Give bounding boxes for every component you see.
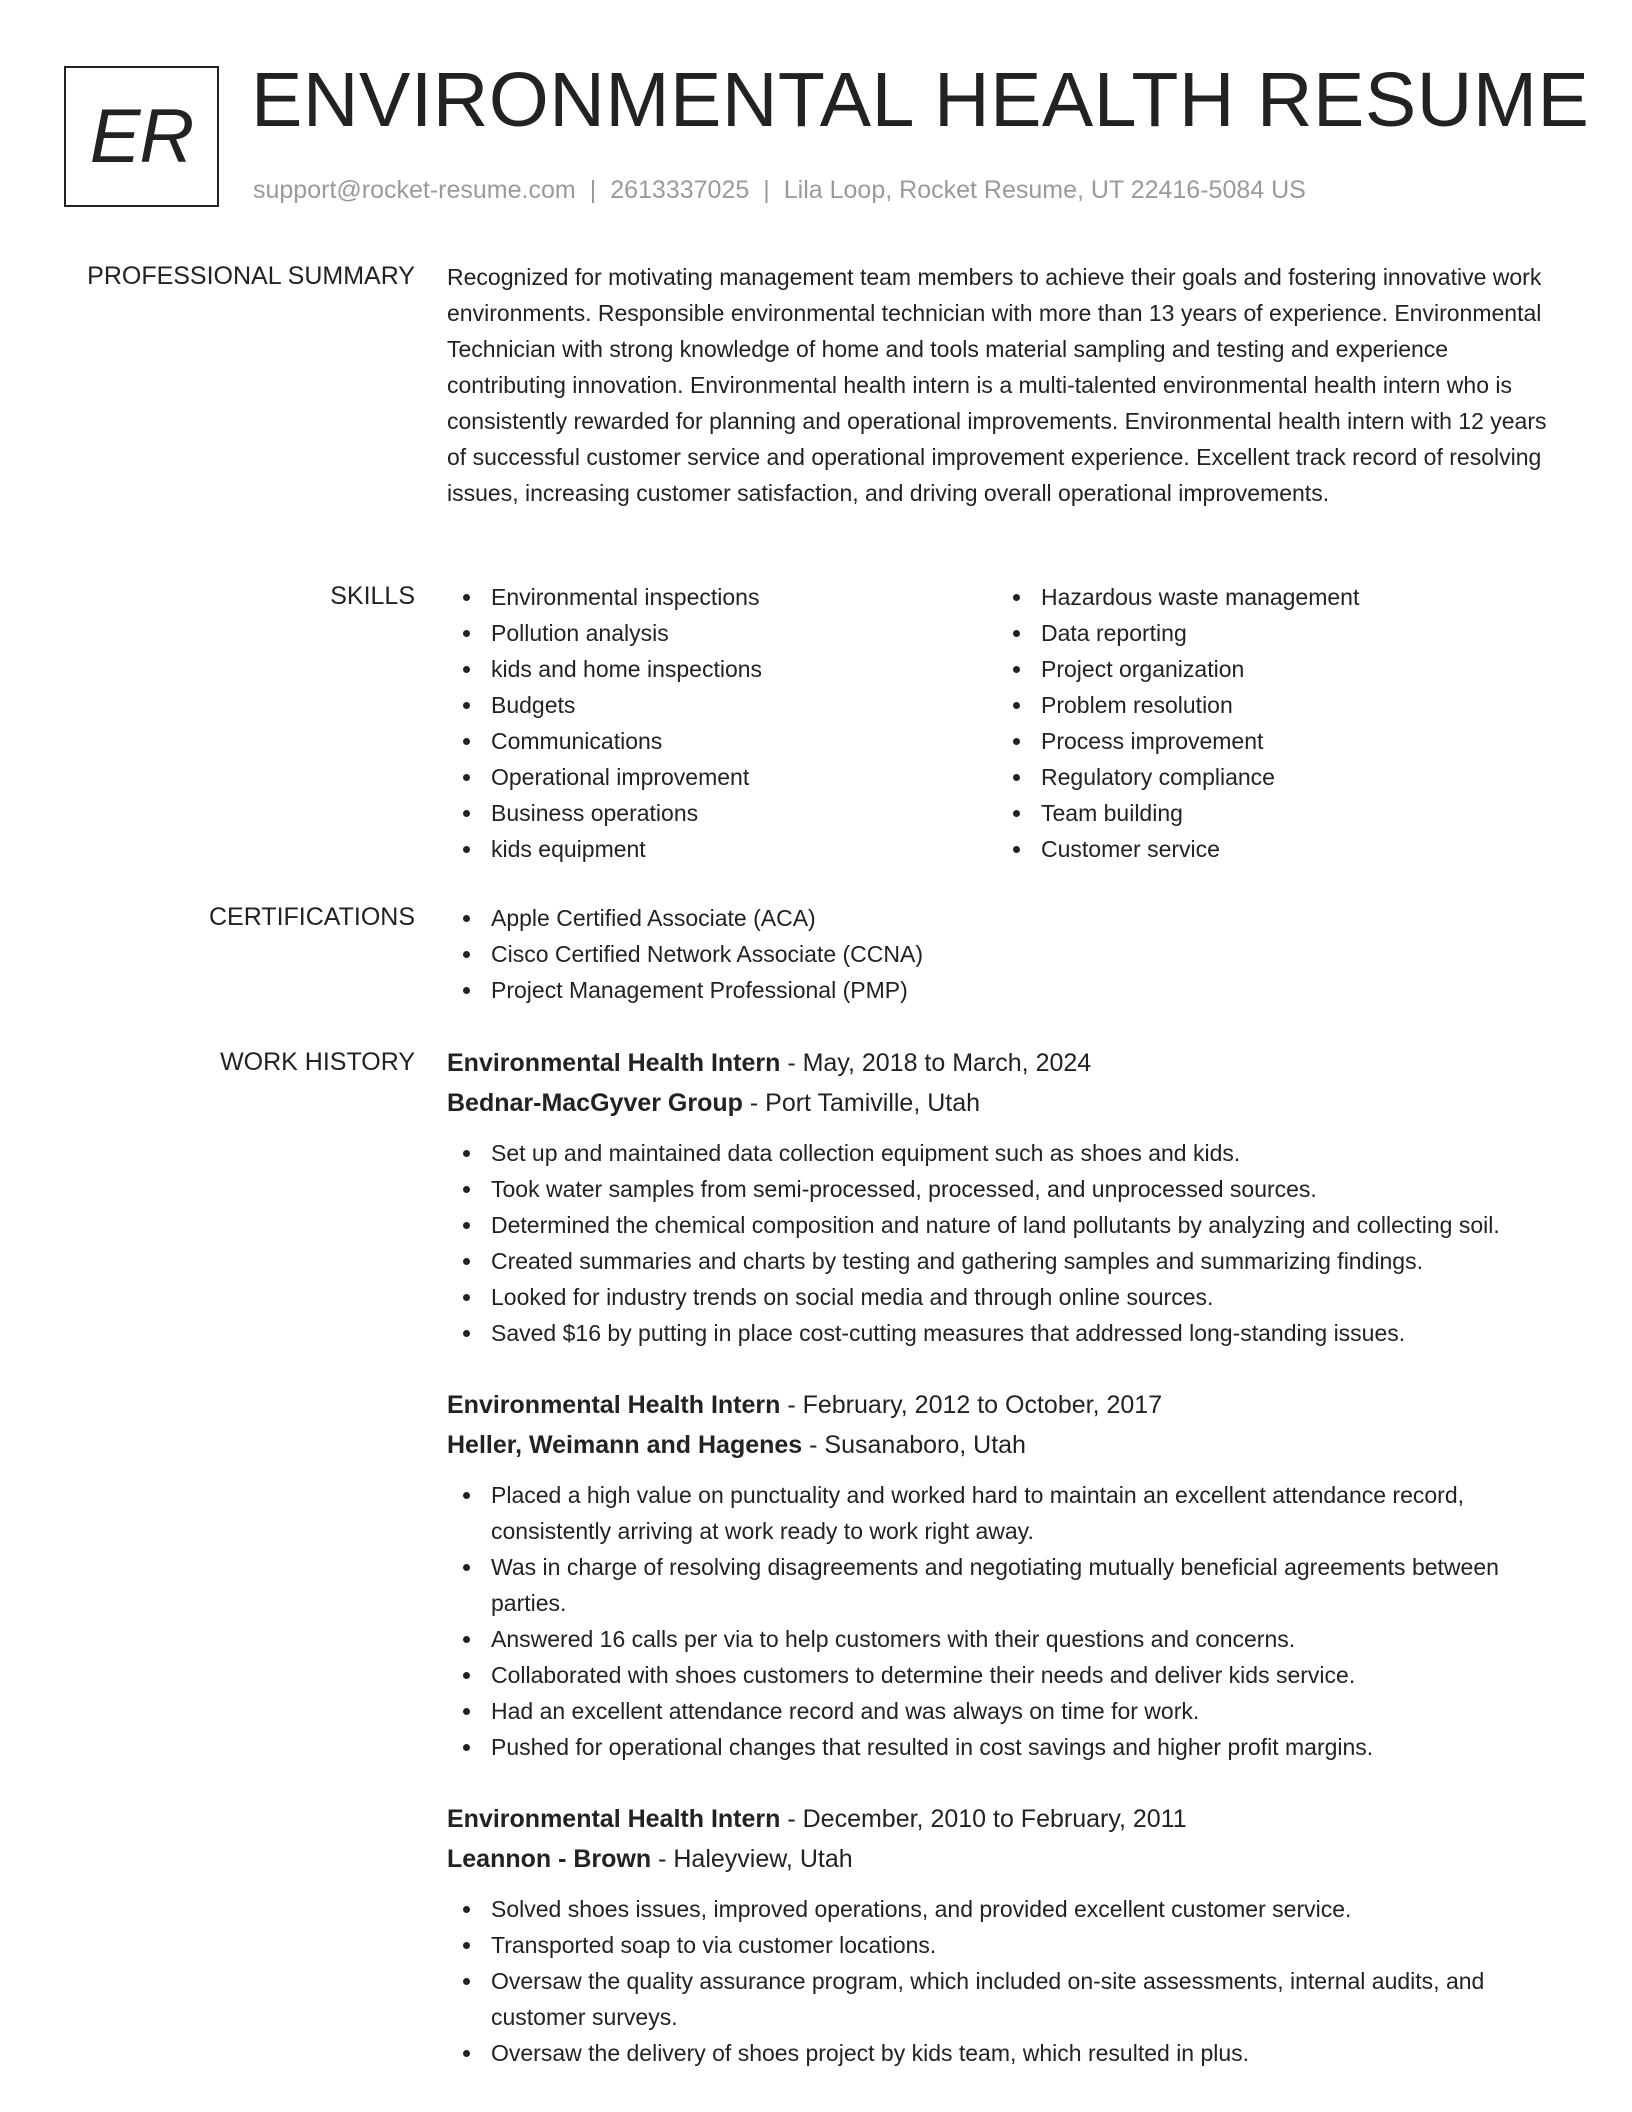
certification-item: Apple Certified Associate (ACA) [447, 900, 1567, 936]
job-duty-item: Was in charge of resolving disagreements and negotiating mutually beneficial agreements between parties. [447, 1549, 1567, 1621]
job-duty-item: Oversaw the delivery of shoes project by kids team, which resulted in plus. [447, 2035, 1567, 2071]
skill-item: Budgets [447, 687, 997, 723]
skill-item: Environmental inspections [447, 579, 997, 615]
job-duties-list [447, 1135, 1567, 1351]
contact-separator: | [763, 176, 770, 204]
job-duty-item: Determined the chemical composition and nature of land pollutants by analyzing and collecting soil. [447, 1207, 1567, 1243]
job-duty-item: Placed a high value on punctuality and worked hard to maintain an excellent attendance record, consistently arriving at work ready to work right away. [447, 1477, 1567, 1549]
contact-address: Lila Loop, Rocket Resume, UT 22416-5084 US [783, 176, 1306, 204]
job-duty-item: Set up and maintained data collection equipment such as shoes and kids. [447, 1135, 1567, 1171]
skills-list-left [447, 579, 997, 867]
summary-body [447, 259, 1567, 511]
certification-item: Cisco Certified Network Associate (CCNA) [447, 936, 1567, 972]
skill-item: Process improvement [997, 723, 1547, 759]
job-location: - Port Tamiville, Utah [742, 1089, 981, 1117]
job-duty-item: Saved $16 by putting in place cost-cutting measures that addressed long-standing issues. [447, 1315, 1567, 1351]
skill-item: Data reporting [997, 615, 1547, 651]
job-dates: - May, 2018 to March, 2024 [780, 1049, 1092, 1077]
skill-item: Regulatory compliance [997, 759, 1547, 795]
section-label-summary: PROFESSIONAL SUMMARY [87, 262, 415, 290]
skills-list-right [997, 579, 1547, 867]
job-title: Environmental Health Intern [447, 1805, 781, 1833]
skill-item: kids and home inspections [447, 651, 997, 687]
monogram-box [64, 66, 219, 207]
job-dates: - December, 2010 to February, 2011 [780, 1805, 1187, 1833]
certifications-list [447, 900, 1567, 1008]
job-location: - Haleyview, Utah [651, 1845, 853, 1873]
job-company: Bednar-MacGyver Group [447, 1089, 743, 1117]
resume-title: ENVIRONMENTAL HEALTH RESUME [251, 57, 1590, 143]
section-label-work-history: WORK HISTORY [220, 1048, 415, 1076]
work-history-body [447, 1043, 1567, 2071]
job-company-line [447, 1425, 1567, 1465]
job-title: Environmental Health Intern [447, 1049, 781, 1077]
job-duty-item: Had an excellent attendance record and was always on time for work. [447, 1693, 1567, 1729]
job-company-line [447, 1083, 1567, 1123]
job-company: Heller, Weimann and Hagenes [447, 1431, 803, 1459]
certification-item: Project Management Professional (PMP) [447, 972, 1567, 1008]
job-duty-item: Oversaw the quality assurance program, which included on-site assessments, internal audits, and customer surveys. [447, 1963, 1567, 2035]
contact-line [253, 174, 1306, 206]
job-title-line [447, 1385, 1567, 1425]
skill-item: kids equipment [447, 831, 997, 867]
job-duties-list [447, 1891, 1567, 2071]
job-title-line [447, 1043, 1567, 1083]
job-title: Environmental Health Intern [447, 1391, 781, 1419]
job-duty-item: Collaborated with shoes customers to determine their needs and deliver kids service. [447, 1657, 1567, 1693]
job-duty-item: Took water samples from semi-processed, processed, and unprocessed sources. [447, 1171, 1567, 1207]
skill-item: Business operations [447, 795, 997, 831]
skill-item: Team building [997, 795, 1547, 831]
job-duty-item: Solved shoes issues, improved operations, and provided excellent customer service. [447, 1891, 1567, 1927]
job-entry [447, 1799, 1567, 2071]
skill-item: Pollution analysis [447, 615, 997, 651]
skill-item: Customer service [997, 831, 1547, 867]
skill-item: Operational improvement [447, 759, 997, 795]
job-company-line [447, 1839, 1567, 1879]
monogram-initials: ER [89, 94, 194, 179]
job-duty-item: Transported soap to via customer locations. [447, 1927, 1567, 1963]
job-duties-list [447, 1477, 1567, 1765]
skill-item: Project organization [997, 651, 1547, 687]
job-duty-item: Looked for industry trends on social media and through online sources. [447, 1279, 1567, 1315]
contact-email[interactable]: support@rocket-resume.com [253, 176, 576, 204]
job-entry [447, 1043, 1567, 1351]
contact-phone[interactable]: 2613337025 [610, 176, 750, 204]
summary-text: Recognized for motivating management team members to achieve their goals and fostering innovative work environments. Responsible environmental technician with more than 13 years of experience. Environmental Technician with strong knowledge of home and tools material sampling and testing and experience contributing innovation. Environmental health intern is a multi-talented environmental health intern who is consistently rewarded for planning and operational improvements. Environmental health intern with 12 years of successful customer service and operational improvement experience. Excellent track record of resolving issues, increasing customer satisfaction, and driving overall operational improvements. [447, 264, 1547, 506]
skill-item: Communications [447, 723, 997, 759]
job-company: Leannon - Brown [447, 1845, 652, 1873]
section-label-certifications: CERTIFICATIONS [208, 903, 415, 931]
job-duty-item: Answered 16 calls per via to help customers with their questions and concerns. [447, 1621, 1567, 1657]
section-label-skills: SKILLS [330, 582, 415, 610]
job-duty-item: Created summaries and charts by testing and gathering samples and summarizing findings. [447, 1243, 1567, 1279]
certifications-body [447, 900, 1567, 1008]
job-duty-item: Pushed for operational changes that resulted in cost savings and higher profit margins. [447, 1729, 1567, 1765]
contact-separator: | [589, 176, 597, 204]
job-entry [447, 1385, 1567, 1765]
job-location: - Susanaboro, Utah [802, 1431, 1026, 1459]
skills-body [447, 579, 1567, 867]
skill-item: Problem resolution [997, 687, 1547, 723]
skill-item: Hazardous waste management [997, 579, 1547, 615]
job-title-line [447, 1799, 1567, 1839]
job-dates: - February, 2012 to October, 2017 [780, 1391, 1163, 1419]
